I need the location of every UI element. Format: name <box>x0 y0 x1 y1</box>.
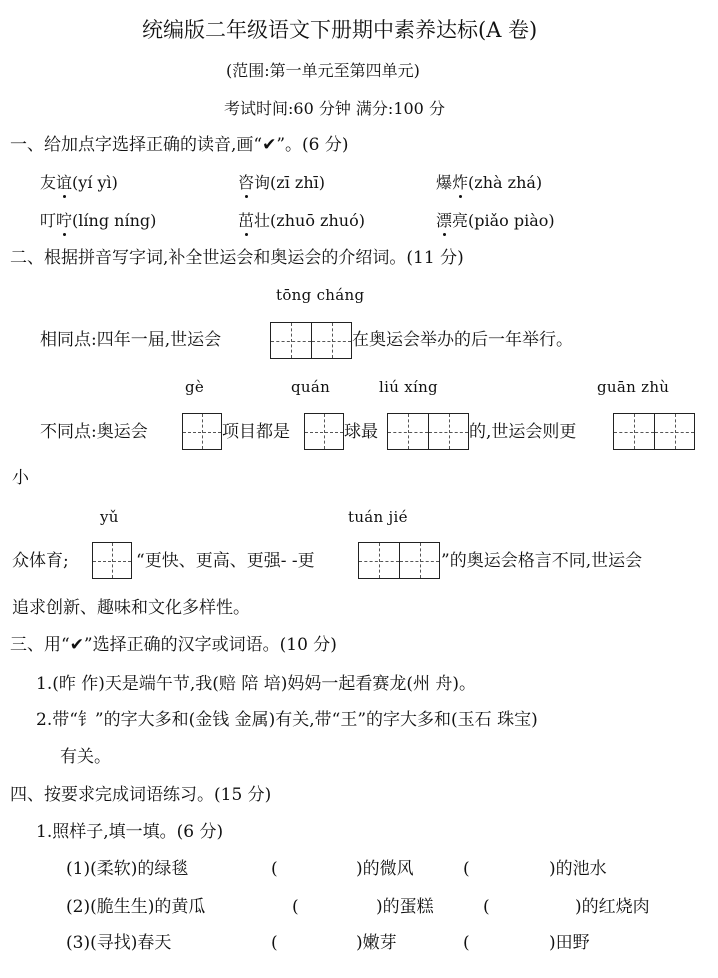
char: 爆 <box>436 173 453 192</box>
dotted-char: 谊 <box>56 173 73 192</box>
section3-q2-cont: 有关。 <box>60 747 111 767</box>
dotted-char: 咨 <box>238 173 255 192</box>
line2-text-a: 不同点:奥运会 <box>40 422 148 442</box>
item-zixun <box>238 175 325 191</box>
pinyin-options: (yí yì) <box>72 173 118 192</box>
exam-info: 考试时间:60 分钟 满分:100 分 <box>224 99 445 118</box>
line3-text-a: 众体育; <box>12 551 69 571</box>
item-youyi <box>40 175 118 191</box>
row3-example: (3)(寻找)春天 <box>66 933 172 953</box>
pinyin-yu: yǔ <box>100 508 119 526</box>
row2-blank2-close: )的红烧肉 <box>575 897 650 917</box>
pinyin-options: (zhà zhá) <box>468 173 543 192</box>
writing-box-guanzhu[interactable] <box>613 413 695 450</box>
line3-text-d: 追求创新、趣味和文化多样性。 <box>12 598 250 618</box>
pinyin-tongchang: tōng cháng <box>276 286 365 304</box>
line3-text-b: “更快、更高、更强- -更 <box>136 551 315 571</box>
row3-blank1-close: )嫩芽 <box>356 933 397 953</box>
row1-blank2-open[interactable]: ( <box>463 859 470 879</box>
line3-text-c: ”的奥运会格言不同,世运会 <box>441 551 643 571</box>
section3-q2: 2.带“钅”的字大多和(金钱 金属)有关,带“王”的字大多和(玉石 珠宝) <box>36 710 538 730</box>
pinyin-options: (zī zhī) <box>270 173 325 192</box>
row2-blank1-close: )的蛋糕 <box>376 897 434 917</box>
row1-blank1-close: )的微风 <box>356 859 414 879</box>
pinyin-options: (piǎo piào) <box>468 211 555 230</box>
row1-blank1-open[interactable]: ( <box>271 859 278 879</box>
pinyin-options: (zhuō zhuó) <box>270 211 365 230</box>
line1-text-a: 相同点:四年一届,世运会 <box>40 330 222 350</box>
char: 亮 <box>452 211 469 230</box>
row1-blank2-close: )的池水 <box>549 859 607 879</box>
dotted-char: 咛 <box>56 211 73 230</box>
line2-text-b: 项目都是 <box>222 422 290 442</box>
section4-heading: 四、按要求完成词语练习。(15 分) <box>10 785 272 805</box>
item-piaoliang <box>436 213 555 229</box>
pinyin-tuanjie: tuán jié <box>348 508 408 526</box>
writing-box-yu[interactable] <box>92 542 132 579</box>
writing-box-tuanjie[interactable] <box>358 542 440 579</box>
char: 询 <box>254 173 271 192</box>
section3-q1: 1.(昨 作)天是端午节,我(赔 陪 培)妈妈一起看赛龙(州 舟)。 <box>36 674 477 694</box>
row2-blank1-open[interactable]: ( <box>292 897 299 917</box>
writing-box-liuxing[interactable] <box>387 413 469 450</box>
line2-text-e: 小 <box>12 468 29 488</box>
item-dingning <box>40 213 156 229</box>
char: 友 <box>40 173 57 192</box>
line2-text-c: 球最 <box>344 422 378 442</box>
section1-heading: 一、给加点字选择正确的读音,画“✔”。(6 分) <box>10 135 349 155</box>
writing-box-ge[interactable] <box>182 413 222 450</box>
pinyin-options: (líng níng) <box>72 211 157 230</box>
pinyin-ge: gè <box>185 378 205 396</box>
dotted-char: 炸 <box>452 173 469 192</box>
dotted-char: 漂 <box>436 211 453 230</box>
item-zhuozhuang <box>238 213 365 229</box>
row2-example: (2)(脆生生)的黄瓜 <box>66 897 206 917</box>
writing-box-tongchang[interactable] <box>270 322 352 359</box>
row3-blank2-close: )田野 <box>549 933 590 953</box>
page-title: 统编版二年级语文下册期中素养达标(A 卷) <box>142 18 538 42</box>
dotted-char: 茁 <box>238 211 255 230</box>
char: 叮 <box>40 211 57 230</box>
section2-heading: 二、根据拼音写字词,补全世运会和奥运会的介绍词。(11 分) <box>10 248 464 268</box>
pinyin-guanzhu: guān zhù <box>597 378 670 396</box>
line1-text-b: 在奥运会举办的后一年举行。 <box>352 330 573 350</box>
row3-blank2-open[interactable]: ( <box>463 933 470 953</box>
row1-example: (1)(柔软)的绿毯 <box>66 859 189 879</box>
pinyin-liuxing: liú xíng <box>379 378 438 396</box>
section4-sub1: 1.照样子,填一填。(6 分) <box>36 822 224 842</box>
pinyin-quan: quán <box>291 378 331 396</box>
exam-scope: (范围:第一单元至第四单元) <box>226 61 420 80</box>
item-baozha <box>436 175 542 191</box>
char: 壮 <box>254 211 271 230</box>
row2-blank2-open[interactable]: ( <box>483 897 490 917</box>
writing-box-quan[interactable] <box>304 413 344 450</box>
section3-heading: 三、用“✔”选择正确的汉字或词语。(10 分) <box>10 635 337 655</box>
row3-blank1-open[interactable]: ( <box>271 933 278 953</box>
line2-text-d: 的,世运会则更 <box>469 422 577 442</box>
